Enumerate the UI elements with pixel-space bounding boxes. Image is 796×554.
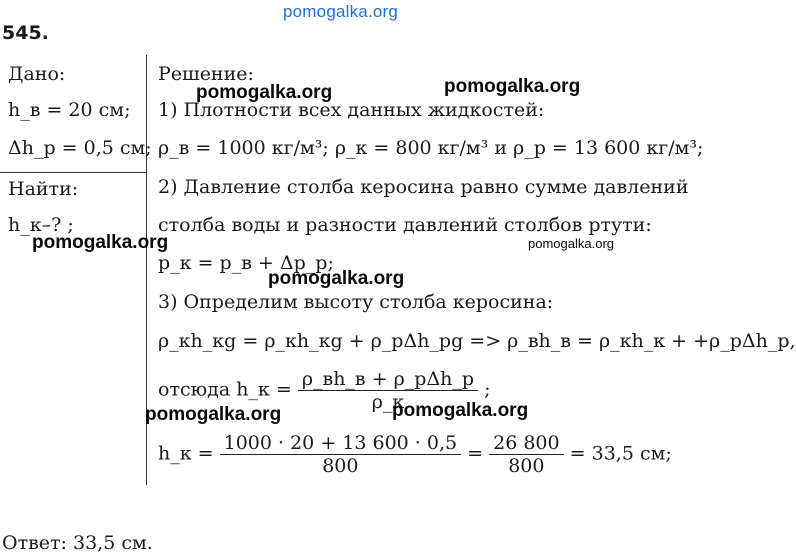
calc-lhs: h_к =	[158, 442, 214, 465]
find-line: h_к–? ;	[8, 214, 74, 236]
given-title: Дано:	[8, 63, 66, 85]
hence-label: отсюда h_к =	[158, 378, 292, 401]
hence-denominator: ρ_к	[371, 391, 405, 413]
given-line-2: Δh_р = 0,5 см;	[8, 137, 152, 159]
solution-title: Решение:	[158, 63, 254, 85]
step-1: 1) Плотности всех данных жидкостей:	[158, 99, 545, 121]
watermark-4: pomogalka.org	[528, 236, 614, 251]
calc-result: = 33,5 см;	[569, 442, 672, 465]
step-2a: 2) Давление столба керосина равно сумме давлений	[158, 176, 689, 198]
calc-equals: =	[467, 442, 484, 465]
watermark-2: pomogalka.org	[444, 76, 581, 97]
watermark-6: pomogalka.org	[145, 404, 282, 425]
equation-1: ρ_кh_кg = ρ_кh_кg + ρ_рΔh_рg => ρ_вh_в = ρ_кh_к + +ρ_рΔh_р,	[158, 330, 796, 352]
watermark-3: pomogalka.org	[32, 232, 169, 253]
watermark-1: pomogalka.org	[196, 82, 333, 103]
hence-numerator: ρ_вh_в + ρ_рΔh_р	[298, 368, 478, 391]
densities-line: ρ_в = 1000 кг/м³; ρ_к = 800 кг/м³ и ρ_р = 13 600 кг/м³;	[158, 137, 704, 159]
calc-fraction-1	[220, 432, 461, 477]
calc-numerator-1: 1000 · 20 + 13 600 · 0,5	[220, 432, 461, 455]
watermark-5: pomogalka.org	[268, 268, 405, 289]
find-title: Найти:	[8, 178, 79, 200]
horizontal-divider	[0, 172, 146, 173]
calc-numerator-2: 26 800	[489, 432, 563, 455]
answer-line: Ответ: 33,5 см.	[2, 532, 153, 554]
step-3: 3) Определим высоту столба керосина:	[158, 291, 554, 313]
calc-fraction-2	[489, 432, 563, 477]
step-2b: столба воды и разности давлений столбов ртути:	[158, 214, 652, 236]
hence-end: ;	[484, 378, 491, 401]
calc-denominator-2: 800	[508, 455, 545, 477]
given-line-1: h_в = 20 см;	[8, 99, 131, 121]
watermark-7: pomogalka.org	[392, 400, 529, 421]
pressure-equation: p_к = p_в + Δp_р;	[158, 252, 334, 274]
problem-number: 545.	[2, 22, 49, 44]
calc-denominator-1: 800	[322, 455, 359, 477]
top-watermark: pomogalka.org	[283, 2, 399, 21]
calculation-expression	[158, 432, 672, 477]
